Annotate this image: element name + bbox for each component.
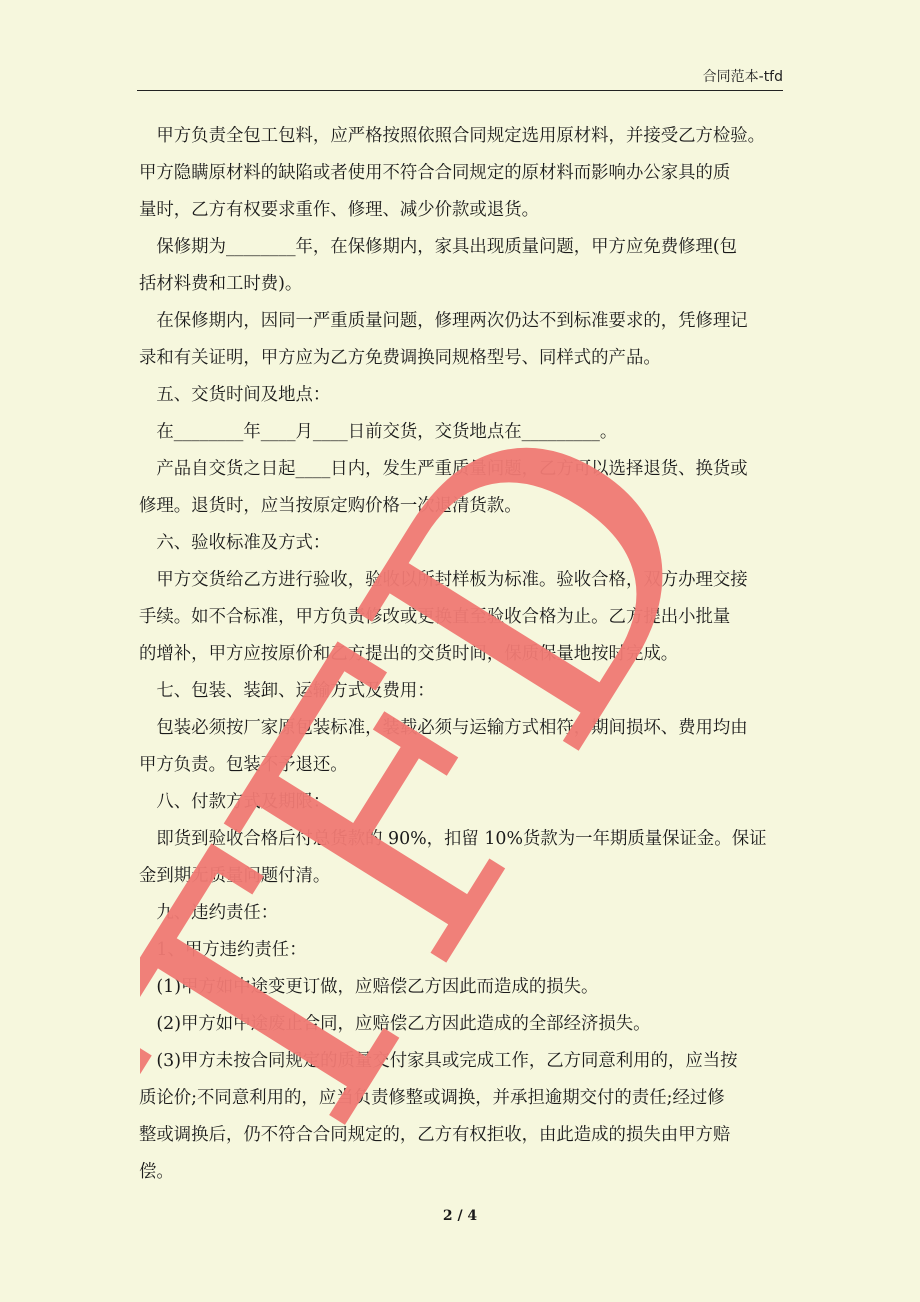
paragraph	[139, 673, 785, 710]
paragraph	[139, 377, 785, 414]
header-label: 合同范本-tfd	[702, 69, 783, 85]
paragraph	[139, 229, 785, 303]
paragraph	[139, 303, 785, 377]
paragraph	[139, 1006, 785, 1043]
paragraph	[139, 969, 785, 1006]
text-line: 即货到验收合格后付总货款的 90%，扣留 10%货款为一年期质量保证金。保证	[139, 829, 767, 849]
paragraph	[139, 710, 785, 784]
text-line: 修理。退货时，应当按原定购价格一次退清货款。	[139, 496, 522, 516]
text-line: 产品自交货之日起____日内，发生严重质量问题，乙方可以选择退货、换货或	[139, 459, 748, 479]
text-line: 九、违约责任：	[139, 903, 279, 923]
watermark-text: TFD	[140, 380, 720, 1220]
paragraph	[139, 821, 785, 895]
paragraph	[139, 932, 785, 969]
text-line: 甲方负责全包工包料，应严格按照依照合同规定选用原材料，并接受乙方检验。	[139, 126, 766, 146]
text-line: 在________年____月____日前交货，交货地点在_________。	[139, 422, 618, 442]
text-line: 六、验收标准及方式：	[139, 533, 331, 553]
text-line: 金到期无质量问题付清。	[139, 866, 331, 886]
text-line: 包装必须按厂家原包装标准，装载必须与运输方式相符，期间损坏、费用均由	[139, 718, 748, 738]
text-line: 八、付款方式及期限：	[139, 792, 331, 812]
text-line: 量时，乙方有权要求重作、修理、减少价款或退货。	[139, 200, 539, 220]
paragraph	[139, 784, 785, 821]
text-line: 甲方负责。包装不予退还。	[139, 755, 348, 775]
text-line: 七、包装、装卸、运输方式及费用：	[139, 681, 435, 701]
text-line: (1)甲方如中途变更订做，应赔偿乙方因此而造成的损失。	[139, 977, 599, 997]
paragraph	[139, 414, 785, 451]
text-line: 手续。如不合标准，甲方负责修改或更换直至验收合格为止。乙方提出小批量	[139, 607, 731, 627]
document-body	[139, 118, 785, 1191]
text-line: 在保修期内，因同一严重质量问题，修理两次仍达不到标准要求的，凭修理记	[139, 311, 748, 331]
paragraph	[139, 525, 785, 562]
paragraph	[139, 895, 785, 932]
text-line: 甲方交货给乙方进行验收，验收以所封样板为标准。验收合格，双方办理交接	[139, 570, 748, 590]
text-line: 录和有关证明，甲方应为乙方免费调换同规格型号、同样式的产品。	[139, 348, 661, 368]
text-line: 括材料费和工时费)。	[139, 274, 303, 294]
text-line: 质论价;不同意利用的，应当负责修整或调换，并承担逾期交付的责任;经过修	[139, 1088, 725, 1108]
text-line: (2)甲方如中途废止合同，应赔偿乙方因此造成的全部经济损失。	[139, 1014, 651, 1034]
paragraph	[139, 118, 785, 229]
text-line: 保修期为________年，在保修期内，家具出现质量问题，甲方应免费修理(包	[139, 237, 738, 257]
text-line: 的增补，甲方应按原价和乙方提出的交货时间，保质保量地按时完成。	[139, 644, 679, 664]
page-number: 2 / 4	[442, 1208, 478, 1224]
text-line: 1、甲方违约责任：	[139, 940, 307, 960]
text-line: 甲方隐瞒原材料的缺陷或者使用不符合合同规定的原材料而影响办公家具的质	[139, 163, 731, 183]
paragraph	[139, 562, 785, 673]
text-line: 整或调换后，仍不符合合同规定的，乙方有权拒收，由此造成的损失由甲方赔	[139, 1125, 731, 1145]
header-rule	[137, 90, 783, 91]
text-line: (3)甲方未按合同规定的质量交付家具或完成工作，乙方同意利用的，应当按	[139, 1051, 738, 1071]
text-line: 五、交货时间及地点：	[139, 385, 331, 405]
paragraph	[139, 1043, 785, 1191]
text-line: 偿。	[139, 1162, 174, 1182]
paragraph	[139, 451, 785, 525]
